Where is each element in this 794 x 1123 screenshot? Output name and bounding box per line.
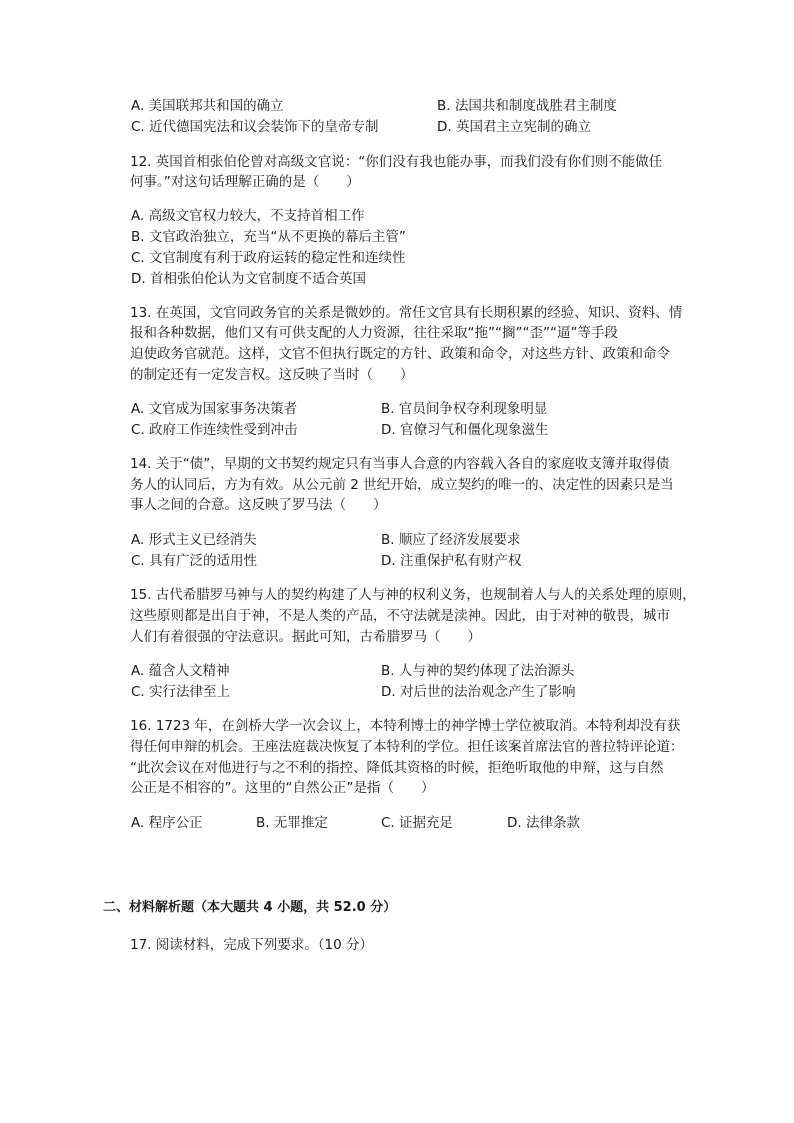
q11-option-b[interactable]: B. 法国共和制度战胜君主制度 — [437, 98, 617, 114]
q12-option-a[interactable]: A. 高级文官权力较大，不支持首相工作 — [131, 208, 365, 224]
q13-option-b[interactable]: B. 官员间争权夺利现象明显 — [381, 401, 548, 417]
q12-option-c[interactable]: C. 文官制度有利于政府运转的稳定性和连续性 — [131, 250, 406, 266]
q15-option-d[interactable]: D. 对后世的法治观念产生了影响 — [381, 684, 576, 700]
q13-option-c[interactable]: C. 政府工作连续性受到冲击 — [131, 422, 298, 438]
section-heading: 二、材料解析题（本大题共 4 小题，共 52.0 分） — [103, 900, 397, 915]
q13-option-a[interactable]: A. 文官成为国家事务决策者 — [131, 401, 298, 417]
q17-stem: 17. 阅读材料，完成下列要求。（10 分） — [130, 937, 373, 953]
q11-option-d[interactable]: D. 英国君主立宪制的确立 — [437, 119, 591, 135]
q16-option-a[interactable]: A. 程序公正 — [131, 815, 203, 831]
q14-option-c[interactable]: C. 具有广泛的适用性 — [131, 553, 258, 569]
q13-stem-line-1: 13. 在英国，文官同政务官的关系是微妙的。常任文官具有长期积累的经验、知识、资料、情 — [130, 305, 683, 321]
q16-stem-line-3: “此次会议在对他进行与之不利的指控、降低其资格的时候，拒绝听取他的申辩，这与自然 — [130, 760, 664, 776]
q14-stem-line-3: 事人之间的合意。这反映了罗马法（ ） — [130, 497, 387, 513]
q15-stem-line-1: 15. 古代希腊罗马神与人的契约构建了人与神的权利义务，也规制着人与人的关系处理的原则， — [130, 587, 696, 603]
q13-stem-line-4: 的制定还有一定发言权。这反映了当时（ ） — [130, 367, 414, 383]
q16-stem-line-4: 公正是不相容的”。这里的“自然公正”是指（ ） — [130, 780, 435, 796]
q16-stem-line-2: 得任何申辩的机会。王座法庭裁决恢复了本特利的学位。担任该案首席法官的普拉特评论道： — [130, 739, 684, 755]
q15-stem-line-2: 这些原则都是出自于神，不是人类的产品，不守法就是渎神。因此，由于对神的敬畏，城市 — [130, 608, 670, 624]
q14-option-a[interactable]: A. 形式主义已经消失 — [131, 532, 257, 548]
q11-option-a[interactable]: A. 美国联邦共和国的确立 — [131, 98, 284, 114]
q12-stem-line-2: 何事。”对这句话理解正确的是（ ） — [130, 174, 360, 190]
q11-option-c[interactable]: C. 近代德国宪法和议会装饰下的皇帝专制 — [131, 119, 379, 135]
q15-option-b[interactable]: B. 人与神的契约体现了法治源头 — [381, 663, 575, 679]
q15-stem-line-3: 人们有着很强的守法意识。据此可知，古希腊罗马（ ） — [130, 629, 481, 645]
q14-option-d[interactable]: D. 注重保护私有财产权 — [381, 553, 522, 569]
q15-option-a[interactable]: A. 蕴含人文精神 — [131, 663, 230, 679]
q13-stem-line-3: 迫使政务官就范。这样，文官不但执行既定的方针、政策和命令，对这些方针、政策和命令 — [130, 346, 670, 362]
q13-stem-line-2: 报和各种数据，他们又有可供支配的人力资源，往往采取“拖”“搁”“歪”“逼”等手段 — [130, 325, 618, 341]
q16-option-b[interactable]: B. 无罪推定 — [256, 815, 328, 831]
q12-stem-line-1: 12. 英国首相张伯伦曾对高级文官说：“你们没有我也能办事，而我们没有你们则不能做任 — [130, 154, 663, 170]
q14-stem-line-1: 14. 关于“债”，早期的文书契约规定只有当事人合意的内容载入各自的家庭收支簿并取得债 — [130, 456, 670, 472]
q16-option-d[interactable]: D. 法律条款 — [507, 815, 580, 831]
q14-option-b[interactable]: B. 顺应了经济发展要求 — [381, 532, 521, 548]
q16-option-c[interactable]: C. 证据充足 — [381, 815, 454, 831]
q13-option-d[interactable]: D. 官僚习气和僵化现象滋生 — [381, 422, 549, 438]
q14-stem-line-2: 务人的认同后，方为有效。从公元前 2 世纪开始，成立契约的唯一的、决定性的因素只是当 — [130, 477, 674, 493]
q16-stem-line-1: 16. 1723 年，在剑桥大学一次会议上，本特利博士的神学博士学位被取消。本特利却没有获 — [130, 718, 681, 734]
q12-option-b[interactable]: B. 文官政治独立，充当“从不更换的幕后主管” — [131, 229, 406, 245]
q12-option-d[interactable]: D. 首相张伯伦认为文官制度不适合英国 — [131, 271, 366, 287]
q15-option-c[interactable]: C. 实行法律至上 — [131, 684, 231, 700]
